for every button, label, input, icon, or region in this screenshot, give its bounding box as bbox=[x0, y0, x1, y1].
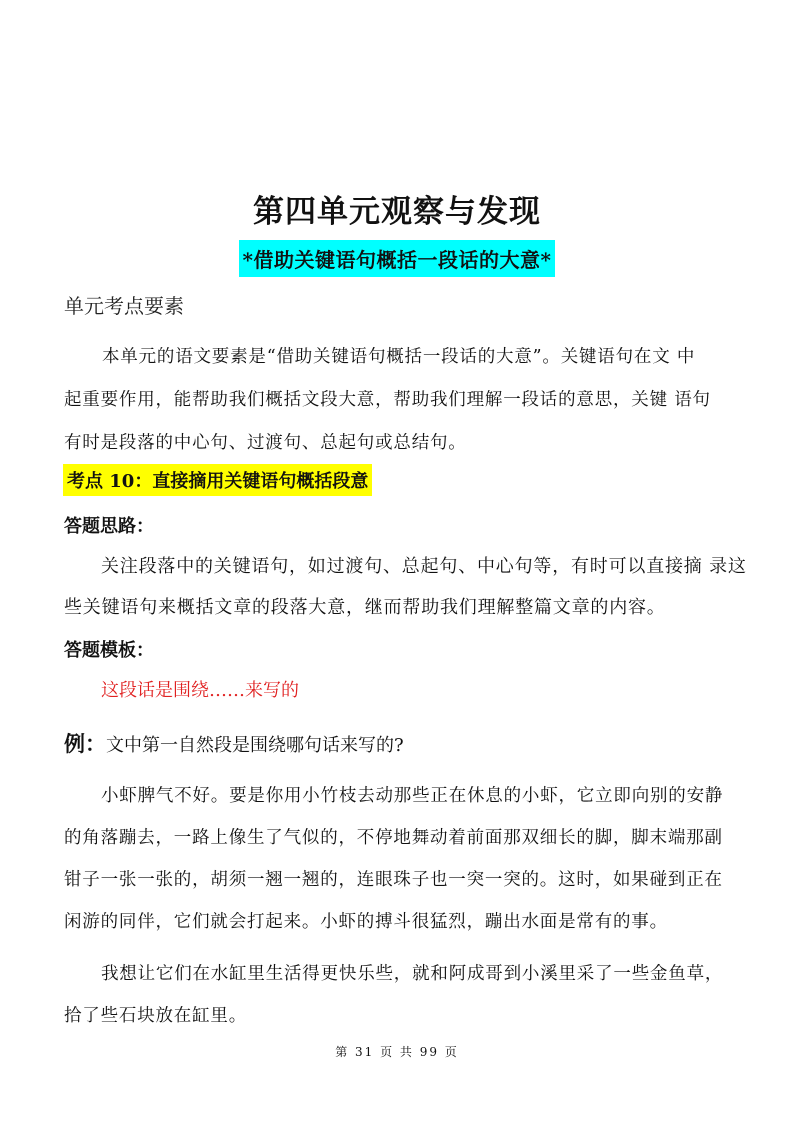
template-heading: 答题模板： bbox=[64, 640, 154, 661]
thinking-line-2: 些关键语句来概括文章的段落大意，继而帮助我们理解整篇文章的内容。 bbox=[64, 597, 666, 618]
intro-line-3: 有时是段落的中心句、过渡句、总起句或总结句。 bbox=[64, 433, 467, 453]
passage2-line-1: 我想让它们在水缸里生活得更快乐些，就和阿成哥到小溪里采了一些金鱼草， bbox=[101, 964, 724, 984]
page-title: 第四单元观察与发现 bbox=[253, 194, 541, 230]
page-footer: 第 31 页 共 99 页 bbox=[335, 1045, 459, 1059]
section-heading: 单元考点要素 bbox=[64, 294, 184, 318]
passage1-line-4: 闲游的同伴，它们就会打起来。小虾的搏斗很猛烈，蹦出水面是常有的事。 bbox=[64, 912, 668, 932]
subtitle-wrap bbox=[0, 240, 794, 277]
passage1-line-3: 钳子一张一张的，胡须一翘一翘的，连眼珠子也一突一突的。这时，如果碰到正在 bbox=[64, 870, 723, 890]
thinking-line-1: 关注段落中的关键语句，如过渡句、总起句、中心句等，有时可以直接摘 录这 bbox=[101, 556, 747, 577]
example-label: 例： bbox=[64, 731, 106, 756]
passage2-line-2: 拾了些石块放在缸里。 bbox=[64, 1006, 247, 1026]
passage1-line-1: 小虾脾气不好。要是你用小竹枝去动那些正在休息的小虾，它立即向别的安静 bbox=[101, 786, 724, 806]
template-text: 这段话是围绕……来写的 bbox=[101, 680, 299, 701]
kaodian-wrap bbox=[63, 464, 372, 496]
intro-line-1: 本单元的语文要素是“借助关键语句概括一段话的大意”。关键语句在文 中 bbox=[102, 347, 696, 367]
example-question: 文中第一自然段是围绕哪句话来写的? bbox=[106, 735, 404, 756]
thinking-heading: 答题思路： bbox=[64, 516, 154, 537]
intro-line-2: 起重要作用，能帮助我们概括文段大意，帮助我们理解一段话的意思，关键 语句 bbox=[64, 390, 711, 410]
passage1-line-2: 的角落蹦去，一路上像生了气似的，不停地舞动着前面那双细长的脚，脚末端那副 bbox=[64, 828, 723, 848]
subtitle-highlight: *借助关键语句概括一段话的大意* bbox=[239, 240, 556, 277]
example-row bbox=[64, 728, 404, 758]
kaodian-heading: 考点 10：直接摘用关键语句概括段意 bbox=[63, 464, 372, 496]
